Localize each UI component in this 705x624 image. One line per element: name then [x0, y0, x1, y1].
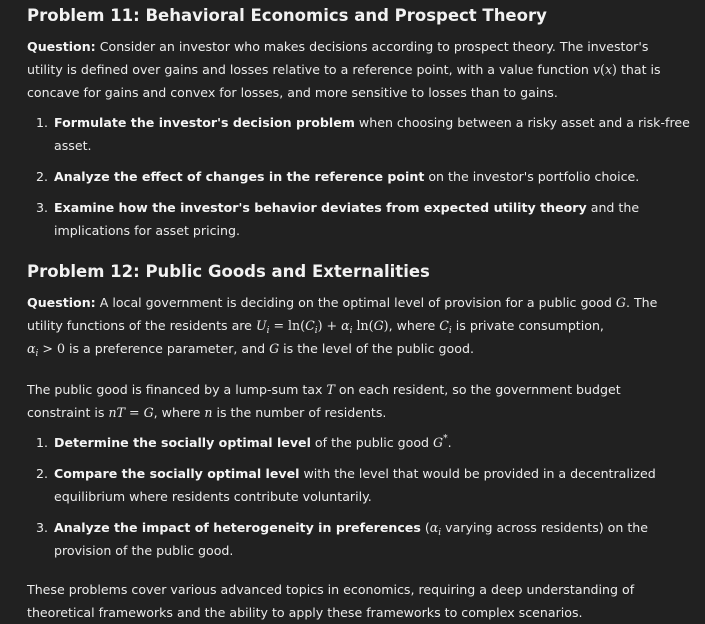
list-item: 2. Analyze the effect of changes in the reference point on the investor's portfolio choice. [36, 169, 640, 184]
list-item: 1. Formulate the investor's decision problem when choosing between a risky asset and a risk-free asset. [36, 115, 690, 153]
list-item: 3. Examine how the investor's behavior deviates from expected utility theory and the implications for asset pricing. [36, 200, 640, 238]
problem-11-title: Problem 11: Behavioral Economics and Prospect Theory [27, 6, 547, 25]
problem-11-question: Question: Consider an investor who makes decisions according to prospect theory. The investor's utility is defined over gains and losses relative to a reference point, with a value function v(x) that is concave for gains and convex for losses, and more sensitive to losses than to gains. [27, 39, 661, 100]
problem-12-title: Problem 12: Public Goods and Externalities [27, 262, 430, 281]
problem-12-financing: The public good is financed by a lump-sum tax T on each resident, so the government budget constraint is nT = G, where n is the number of residents. [27, 382, 621, 420]
problem-11-list [27, 111, 690, 242]
utility-function-math: $U_i = \ln(C_i) + \alpha_i$ ln(G) [255, 318, 389, 336]
list-item: 3. Analyze the impact of heterogeneity in preferences ($\alpha_i$ varying across residents) on the provision of the public good. [36, 520, 649, 558]
question-label: Question: [27, 39, 96, 54]
problem-12-question: Question: A local government is deciding on the optimal level of provision for a public good G. The utility functions of the residents are $U_i = \ln(C_i) + \alpha_i$ ln(G), where $C_i$ is private consumption, $\alpha_i > 0$ is a preference parameter, and G is the level of the public good. [27, 295, 658, 359]
problem-12-list [27, 431, 656, 562]
value-function-math: v [592, 62, 601, 77]
closing-paragraph: These problems cover various advanced topics in economics, requiring a deep understanding of theoretical frameworks and the ability to apply these frameworks to complex scenarios. [27, 582, 635, 620]
budget-constraint-math: nT = G [108, 405, 154, 420]
question-label: Question: [27, 295, 96, 310]
list-item: 2. Compare the socially optimal level with the level that would be provided in a decentralized equilibrium where residents contribute voluntarily. [36, 466, 656, 504]
list-item: 1. Determine the socially optimal level of the public good G*. [36, 434, 452, 450]
